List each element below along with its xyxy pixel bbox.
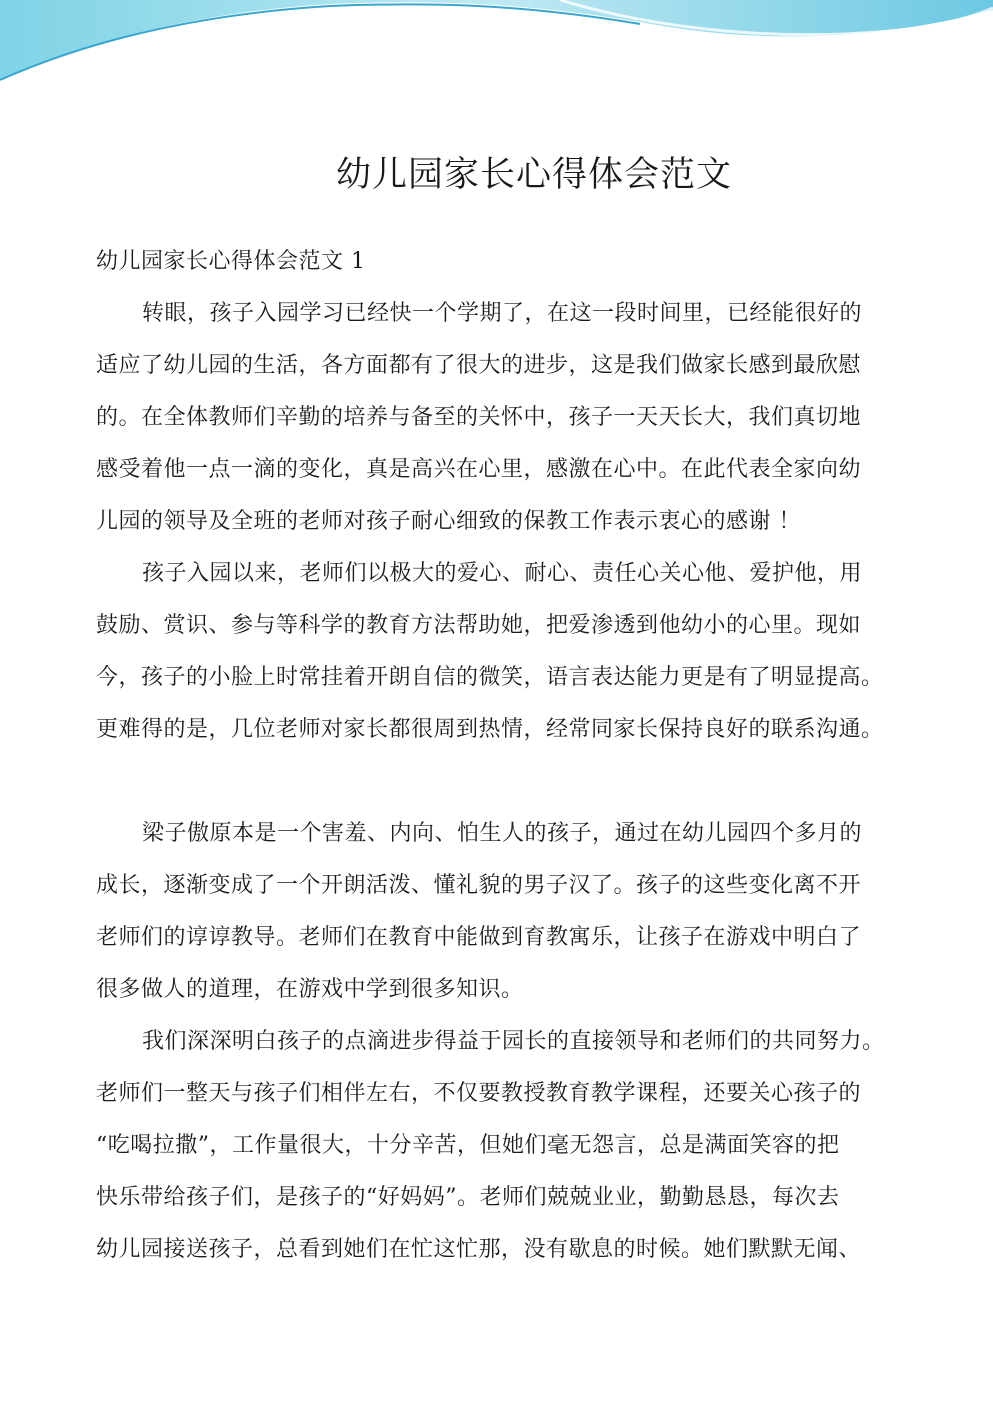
text-line: 的。在全体教师们辛勤的培养与备至的关怀中，孩子一天天长大，我们真切地 [96,405,862,430]
header-wave-decoration [0,0,993,90]
text-line: 孩子入园以来，老师们以极大的爱心、耐心、责任心关心他、爱护他，用 [142,561,863,586]
document-body [96,236,896,1276]
section-heading: 幼儿园家长心得体会范文 1 [96,249,366,274]
text-line: 鼓励、赏识、参与等科学的教育方法帮助她，把爱渗透到他幼小的心里。现如 [96,613,862,638]
paragraph-gap [96,756,896,808]
document-title: 幼儿园家长心得体会范文 [335,155,732,195]
text-line: 老师们的谆谆教导。老师们在教育中能做到育教寓乐，让孩子在游戏中明白了 [96,925,862,950]
text-line: 今，孩子的小脸上时常挂着开朗自信的微笑，语言表达能力更是有了明显提高。 [96,665,884,690]
text-line: 适应了幼儿园的生活，各方面都有了很大的进步，这是我们做家长感到最欣慰 [96,353,862,378]
text-line: 很多做人的道理，在游戏中学到很多知识。 [96,977,524,1002]
text-line: “吃喝拉撒”，工作量很大，十分辛苦，但她们毫无怨言，总是满面笑容的把 [96,1133,840,1158]
text-line: 幼儿园接送孩子，总看到她们在忙这忙那，没有歇息的时候。她们默默无闻、 [96,1237,862,1262]
text-line: 转眼，孩子入园学习已经快一个学期了，在这一段时间里，已经能很好的 [142,301,863,326]
text-line: 感受着他一点一滴的变化，真是高兴在心里，感激在心中。在此代表全家向幼 [96,457,862,482]
text-line: 梁子傲原本是一个害羞、内向、怕生人的孩子，通过在幼儿园四个多月的 [142,821,863,846]
text-line: 成长，逐渐变成了一个开朗活泼、懂礼貌的男子汉了。孩子的这些变化离不开 [96,873,862,898]
text-line: 更难得的是，几位老师对家长都很周到热情，经常同家长保持良好的联系沟通。 [96,717,884,742]
text-line: 我们深深明白孩子的点滴进步得益于园长的直接领导和老师们的共同努力。 [142,1029,885,1054]
text-line: 快乐带给孩子们，是孩子的“好妈妈”。老师们兢兢业业，勤勤恳恳，每次去 [96,1185,840,1210]
text-line: 儿园的领导及全班的老师对孩子耐心细致的保教工作表示衷心的感谢 ！ [96,509,801,534]
text-line: 老师们一整天与孩子们相伴左右，不仅要教授教育教学课程，还要关心孩子的 [96,1081,862,1106]
